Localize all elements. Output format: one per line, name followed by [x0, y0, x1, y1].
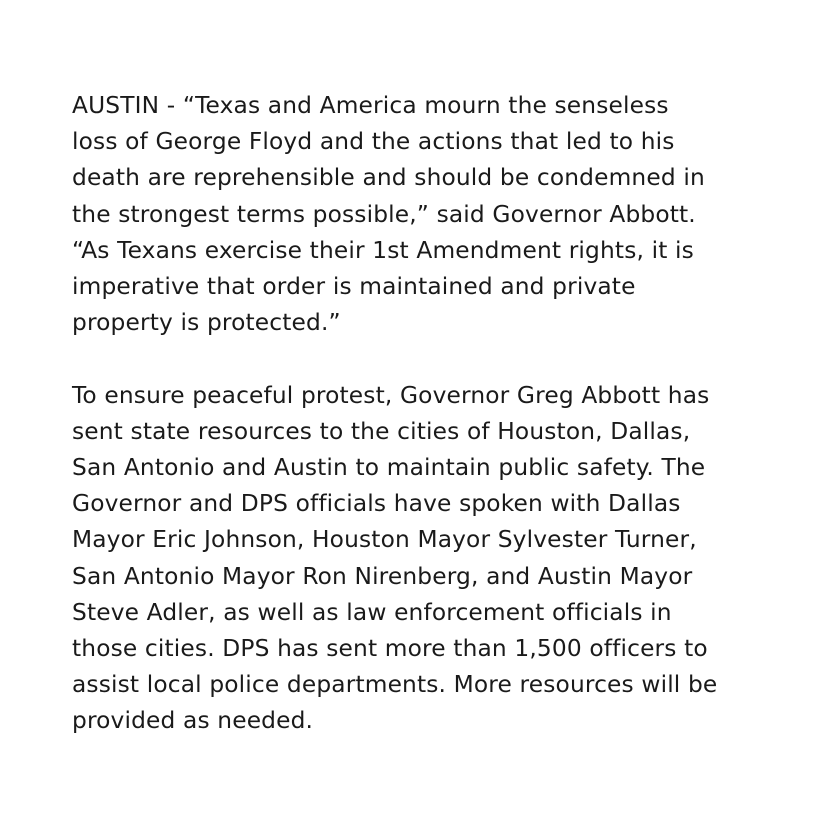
text-line: Governor and DPS officials have spoken with Dallas [72, 490, 681, 518]
text-line: loss of George Floyd and the actions that led to his [72, 128, 675, 156]
text-line: death are reprehensible and should be condemned in [72, 164, 705, 192]
text-line: sent state resources to the cities of Houston, Dallas, [72, 417, 691, 445]
text-line: To ensure peaceful protest, Governor Greg Abbott has [72, 381, 710, 409]
statement-text [72, 88, 762, 740]
paragraph-quote [72, 88, 762, 341]
text-line: “As Texans exercise their 1st Amendment rights, it is [72, 236, 694, 264]
text-line: assist local police departments. More resources will be [72, 671, 718, 699]
text-line: San Antonio and Austin to maintain public safety. The [72, 454, 706, 482]
text-line: San Antonio Mayor Ron Nirenberg, and Austin Mayor [72, 562, 693, 590]
text-line: AUSTIN - “Texas and America mourn the senseless [72, 92, 669, 119]
text-line: imperative that order is maintained and private [72, 273, 636, 301]
text-line: Steve Adler, as well as law enforcement officials in [72, 598, 672, 626]
paragraph-resources [72, 378, 762, 740]
text-line: property is protected.” [72, 309, 341, 337]
text-line: the strongest terms possible,” said Governor Abbott. [72, 200, 696, 228]
text-line: those cities. DPS has sent more than 1,500 officers to [72, 635, 708, 663]
text-line: provided as needed. [72, 707, 314, 735]
text-line: Mayor Eric Johnson, Houston Mayor Sylvester Turner, [72, 526, 697, 554]
paragraph-spacer [72, 341, 762, 377]
